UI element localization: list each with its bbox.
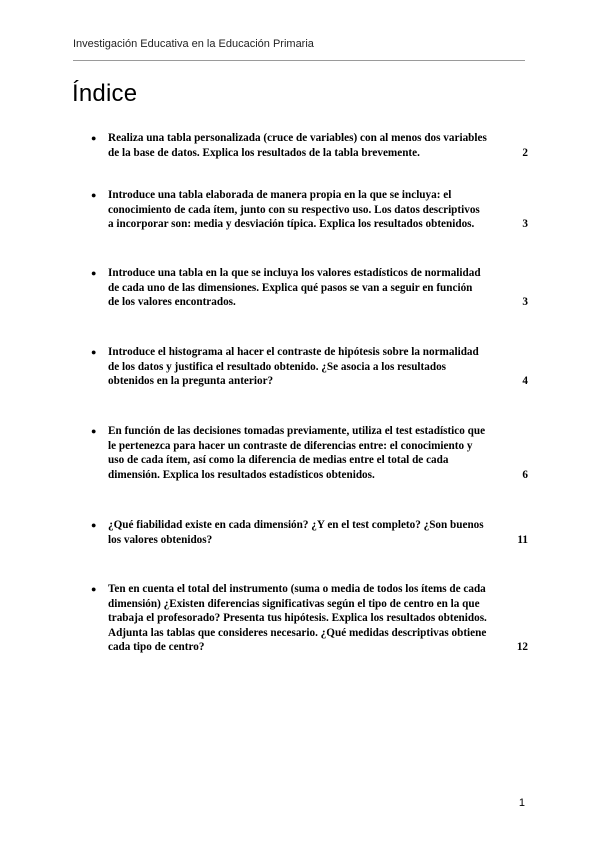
- toc-entry-text-line: Adjunta las tablas que consideres necesario. ¿Qué medidas descriptivas obtiene: [108, 626, 487, 639]
- toc-entry-text-line: conocimiento de cada ítem, junto con su respectivo uso. Los datos descriptivos: [108, 203, 480, 216]
- toc-page-number: 4: [522, 375, 528, 388]
- toc-page-number: 6: [522, 468, 528, 481]
- bullet-icon: ●: [91, 520, 97, 530]
- toc-page-number: 3: [522, 218, 528, 231]
- toc-page-number: 12: [516, 641, 528, 654]
- toc-entry-text-line: Introduce una tabla elaborada de manera propia en la que se incluya: el: [108, 189, 452, 201]
- toc-entry-text-line: Introduce una tabla en la que se incluya los valores estadísticos de normalidad: [108, 267, 481, 279]
- toc-entry-text-line: de los valores encontrados.: [108, 296, 236, 309]
- toc-entry-text-line: dimensión) ¿Existen diferencias significativas según el tipo de centro en la que: [108, 597, 480, 610]
- toc-entry-text-line: Ten en cuenta el total del instrumento (suma o media de todos los ítems de cada: [108, 583, 486, 595]
- bullet-icon: ●: [91, 584, 97, 594]
- toc-entry-text-line: dimensión. Explica los resultados estadísticos obtenidos.: [108, 468, 375, 481]
- bullet-icon: ●: [91, 347, 97, 357]
- toc-entry-text-line: ¿Qué fiabilidad existe en cada dimensión? ¿Y en el test completo? ¿Son buenos: [108, 519, 484, 531]
- toc-entry-text-line: trabaja el profesorado? Presenta tus hipótesis. Explica los resultados obtenidos.: [108, 612, 487, 625]
- toc-page-number: 11: [517, 533, 528, 546]
- bullet-icon: ●: [91, 426, 97, 436]
- toc-entry-text-line: En función de las decisiones tomadas previamente, utiliza el test estadístico que: [108, 425, 486, 437]
- toc-page-number: 3: [522, 296, 528, 309]
- toc-entry[interactable]: [91, 345, 528, 389]
- toc-entry-text-line: de los datos y justifica el resultado obtenido. ¿Se asocia a los resultados: [108, 360, 447, 373]
- page-title: Índice: [72, 80, 138, 107]
- bullet-icon: ●: [91, 268, 97, 278]
- toc-entry[interactable]: [91, 266, 528, 310]
- toc-entry-text-line: obtenidos en la pregunta anterior?: [108, 375, 274, 388]
- toc-entry-text-line: de la base de datos. Explica los resultados de la tabla brevemente.: [108, 146, 420, 159]
- toc-entry-text-line: los valores obtenidos?: [108, 533, 213, 546]
- toc-entry[interactable]: [91, 424, 528, 482]
- toc-entry-text-line: Introduce el histograma al hacer el contraste de hipótesis sobre la normalidad: [108, 346, 479, 358]
- toc-entry-text-line: Realiza una tabla personalizada (cruce de variables) con al menos dos variables: [108, 132, 487, 144]
- bullet-icon: ●: [91, 133, 97, 143]
- page-number: 1: [518, 797, 525, 809]
- toc-page-number: 2: [522, 146, 528, 159]
- toc-entry-text-line: uso de cada ítem, así como la diferencia de medias entre el total de cada: [108, 454, 449, 467]
- toc-entry[interactable]: [91, 582, 528, 655]
- toc-entry[interactable]: [91, 188, 528, 232]
- bullet-icon: ●: [91, 190, 97, 200]
- toc-entry-text-line: a incorporar son: media y desviación típica. Explica los resultados obtenidos.: [108, 218, 475, 231]
- toc-entry-text-line: cada tipo de centro?: [108, 641, 205, 654]
- running-header: Investigación Educativa en la Educación Primaria: [73, 38, 314, 50]
- toc-entry-text-line: de cada uno de las dimensiones. Explica qué pasos se van a seguir en función: [108, 281, 473, 294]
- toc-entry[interactable]: [91, 518, 528, 547]
- toc-entry-text-line: le pertenezca para hacer un contraste de diferencias entre: el conocimiento y: [108, 439, 473, 452]
- toc-entry[interactable]: [91, 131, 528, 160]
